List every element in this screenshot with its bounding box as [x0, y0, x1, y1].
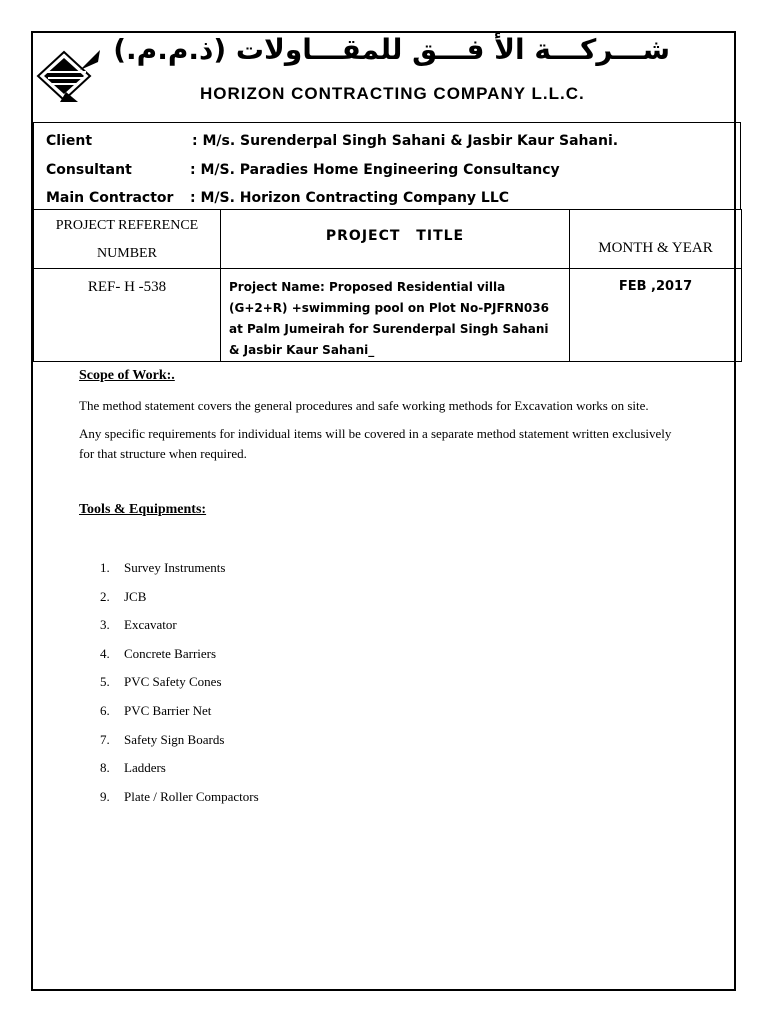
- list-item-number: 7.: [100, 731, 110, 747]
- contractor-row: [46, 190, 509, 206]
- client-value: : M/s. Surenderpal Singh Sahani & Jasbir Kaur Sahani.: [192, 133, 619, 149]
- project-table: [33, 209, 742, 362]
- list-item: [100, 786, 259, 815]
- horizon-logo-icon: [36, 42, 122, 106]
- list-item-number: 5.: [100, 674, 110, 690]
- list-item: [100, 614, 259, 643]
- header-month-year: MONTH & YEAR: [570, 210, 742, 269]
- list-item-label: Safety Sign Boards: [124, 731, 225, 747]
- header-project-reference: [34, 210, 221, 269]
- table-header-row: [34, 210, 742, 269]
- list-item-label: PVC Safety Cones: [124, 674, 222, 690]
- consultant-label: Consultant: [46, 162, 132, 178]
- company-name: HORIZON CONTRACTING COMPANY L.L.C.: [200, 84, 585, 103]
- client-row: [46, 133, 618, 149]
- reference-number: REF- H -538: [34, 269, 221, 362]
- list-item-label: Excavator: [124, 617, 177, 633]
- list-item-label: Plate / Roller Compactors: [124, 788, 259, 804]
- scope-paragraph-1: The method statement covers the general procedures and safe working methods for Excavation works on site.: [79, 398, 649, 413]
- client-label: Client: [46, 133, 93, 149]
- list-item: [100, 729, 259, 758]
- header-ref-line1: PROJECT REFERENCE: [55, 218, 199, 233]
- scope-paragraph-2: Any specific requirements for individual items will be covered in a separate method statement written exclusively for that structure when required.: [79, 426, 672, 461]
- list-item-number: 8.: [100, 760, 110, 776]
- header-ref-line2: NUMBER: [97, 246, 157, 261]
- list-item-label: Ladders: [124, 760, 166, 776]
- list-item-label: PVC Barrier Net: [124, 702, 212, 718]
- list-item-number: 1.: [100, 560, 110, 575]
- month-year: FEB ,2017: [570, 269, 742, 362]
- project-title: Project Name: Proposed Residential villa (G+2+R) +swimming pool on Plot No-PJFRN036 at Palm Jumeirah for Surenderpal Singh Sahani & Jasbir Kaur Sahani_: [221, 269, 570, 362]
- list-item-number: 2.: [100, 588, 110, 604]
- list-item-label: JCB: [124, 588, 147, 604]
- list-item: [100, 700, 259, 729]
- list-item-number: 3.: [100, 617, 110, 633]
- consultant-row: [46, 162, 560, 178]
- scope-heading: Scope of Work:.: [79, 368, 175, 383]
- contractor-value: : M/S. Horizon Contracting Company LLC: [190, 190, 510, 206]
- list-item: [100, 671, 259, 700]
- list-item: [100, 586, 259, 615]
- company-name-arabic: شـــركـــة الأ فـــق للمقـــاولات (ذ.م.م.): [113, 33, 670, 66]
- tools-heading: Tools & Equipments:: [79, 502, 207, 517]
- tools-list: [100, 557, 259, 814]
- list-item-number: 6.: [100, 702, 110, 718]
- header-project-title: PROJECT TITLE: [221, 210, 570, 269]
- consultant-value: : M/S. Paradies Home Engineering Consultancy: [190, 162, 560, 178]
- list-item: [100, 557, 259, 586]
- list-item-label: Survey Instruments: [124, 560, 226, 575]
- list-item: [100, 643, 259, 672]
- list-item-number: 9.: [100, 788, 110, 804]
- list-item: [100, 757, 259, 786]
- table-row: [34, 269, 742, 362]
- contractor-label: Main Contractor: [46, 190, 174, 206]
- list-item-label: Concrete Barriers: [124, 645, 217, 661]
- list-item-number: 4.: [100, 645, 110, 661]
